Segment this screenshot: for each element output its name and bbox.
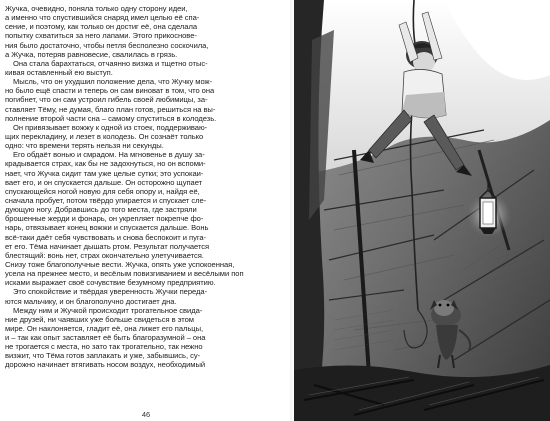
text-line: Его обдаёт вонью и смрадом. На мгновенье в душу за- [13,150,205,160]
text-line: Он привязывает вожжу к одной из стоек, поддерживаю- [13,122,208,132]
text-line: сение, и поэтому, как только он достиг её, она сделала [5,22,197,32]
text-line: дующую ногу. Добравшись до того места, где застряли [5,205,197,215]
text-line: ния было достаточно, чтобы петля бесполезно соскочила, [5,40,209,50]
text-line: а Жучка, потеряв равновесие, свалилась в грязь. [5,49,178,59]
text-line: ет его. Тёма начинает дышать ртом. Результат получается [5,241,210,251]
text-line: сначала пробует, потом твёрдо упирается и спускает сле- [5,195,207,205]
body-text [5,4,287,370]
text-line: усела на прежнее место, и весёлым повизгиванием и весёлыми поп [5,269,244,279]
text-line: брошенные жерди и фонарь, он укрепляет покрепче фо- [5,214,204,224]
text-line: нает, что Жучка сидит там уже целые сутки; это успокаи- [5,168,204,178]
text-line: погибнет, что он сам устроил гибель своей любимицы, за- [5,95,208,105]
text-line: ются мальчику, и он благополучно достигает дна. [5,296,177,306]
text-line: мире. Он наклоняется, гладит её, она лижет его пальцы, [5,323,204,333]
text-line: Она стала барахтаться, отчаянно визжа и тщетно отыс- [13,58,208,68]
text-line: но было ещё спасти и теперь он сам виноват в том, что она [5,86,215,96]
text-line: дорожно начинает втягивать носом воздух, необходимый [5,360,206,370]
text-line: и – так как опыт заставляет её быть благоразумной – она [5,333,206,343]
text-line: ставляет Тёму, не думая, благо план готов, решиться на вы- [5,104,216,114]
left-page [5,4,287,419]
text-line: Мысль, что он ухудшил положение дела, что Жучку мож- [13,77,213,87]
text-line: блестящий: вонь нет, страх окончательно улетучивается. [5,250,204,260]
illustration-svg [294,0,550,421]
text-line: не трогается с места, но зато так трогательно, так нежно [5,342,203,352]
text-line: вает его, и он спускается дальше. Он осторожно щупает [5,177,203,187]
text-line: визжит, что Тёма готов заплакать и уже, забывшись, су- [5,351,201,361]
text-line: крадывается страх, как бы не задохнуться, но он вспоми- [5,159,206,169]
text-line: Между ним и Жучкой происходит трогательное свида- [13,305,203,315]
page-number: 46 [141,410,151,419]
text-line: ние друзей, ни чаявших уже больше свидеться в этом [5,314,194,324]
well-illustration [294,0,550,421]
text-line: одно: что времени терять нельзя ни секунды. [5,141,164,151]
text-line: кивая оставленный ею выступ. [5,67,113,77]
text-line: Снизу тоже благополучные вести. Жучка, опять уже успокоенная, [5,259,235,269]
text-line: исками выражает своё сочувствие безумному предприятию. [5,278,216,288]
text-line: попытку схватиться за него лапами. Этого прикоснове- [5,31,197,41]
text-line: полнение второй части сна – самому спуститься в колодезь. [5,113,217,123]
text-line: всё-таки даёт себя чувствовать и снова беспокоит и пуга- [5,232,207,242]
text-line: Жучка, очевидно, поняла только одну сторону идеи, [5,4,188,13]
text-line: Это спокойствие и твёрдая уверенность Жучки переда- [13,287,208,297]
text-line: щих перекладину, и лезет в колодезь. Он сознаёт только [5,131,204,141]
text-line: а именно что спустившийся снаряд имел целью её спа- [5,13,200,23]
text-line: нарь, отвязывает конец вожжи и спускается дальше. Вонь [5,223,209,233]
text-line: спускающейся ногой новую для себя опору и, найдя её, [5,186,200,196]
